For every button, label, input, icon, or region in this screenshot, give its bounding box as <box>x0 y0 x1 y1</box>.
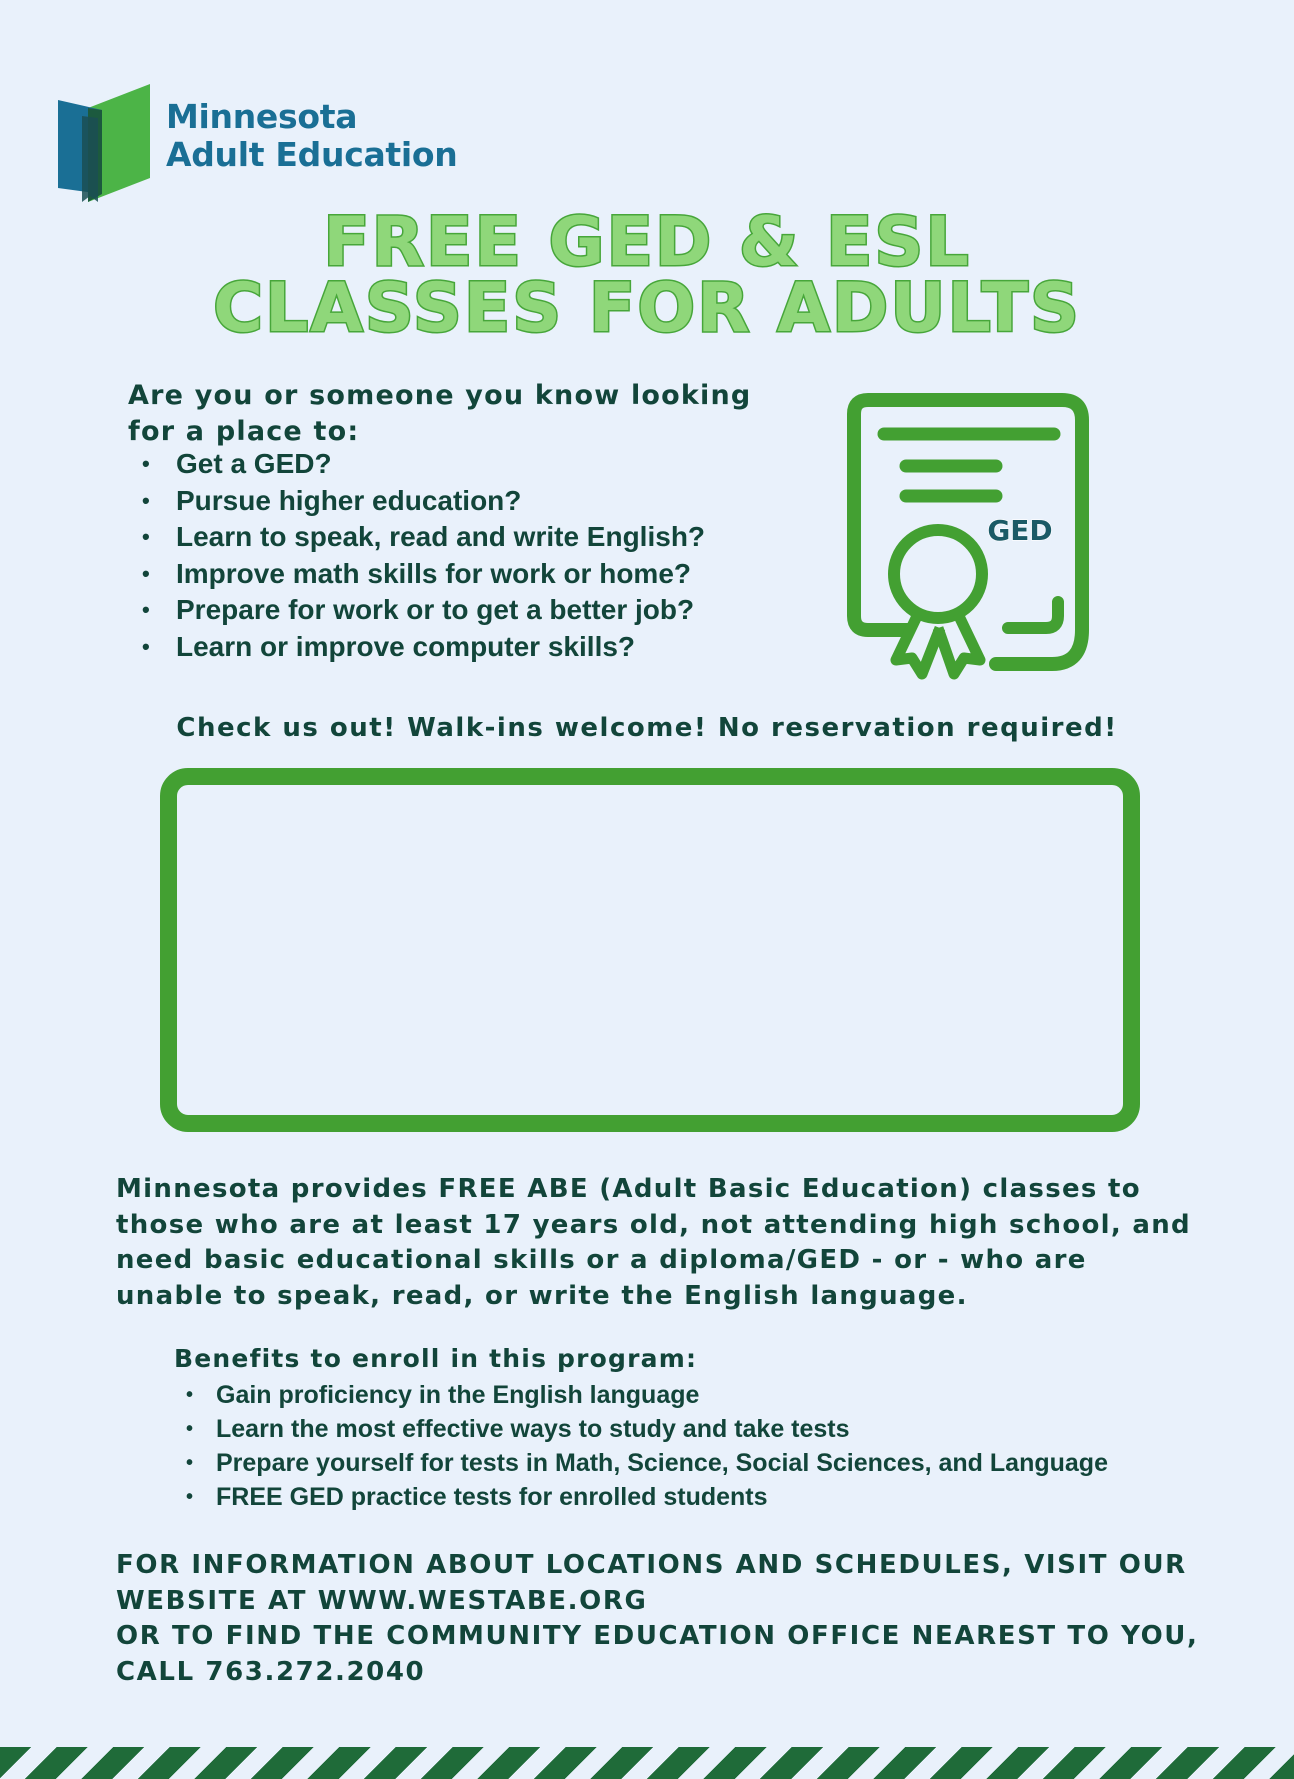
logo-line-1: Minnesota <box>166 97 358 136</box>
contact-phone-line: CALL 763.272.2040 <box>116 1656 426 1687</box>
decorative-stripe-band <box>0 1747 1294 1779</box>
list-item: • Prepare for work or to get a better job? <box>138 592 778 629</box>
headline-line-1: FREE GED & ESL <box>323 203 971 282</box>
list-item: • Learn to speak, read and write English? <box>138 519 778 556</box>
list-item: • Improve math skills for work or home? <box>138 556 778 593</box>
list-item: • Prepare yourself for tests in Math, Science, Social Sciences, and Language <box>182 1446 1242 1480</box>
list-item: • Learn the most effective ways to study and take tests <box>182 1412 1242 1446</box>
list-item: • Get a GED? <box>138 446 778 483</box>
ged-label: GED <box>987 514 1053 547</box>
minnesota-adult-education-logo-icon <box>58 80 150 202</box>
ged-certificate-icon <box>846 392 1098 682</box>
list-item: • Learn or improve computer skills? <box>138 629 778 666</box>
empty-info-box <box>160 768 1140 1132</box>
eligibility-paragraph: Minnesota provides FREE ABE (Adult Basic Education) classes to those who are at least 17 years old, not attending high school, and need basic educational skills or a diploma/GED - or - who are unable to speak, read, or write the English language. <box>116 1174 1191 1311</box>
list-item: • Gain proficiency in the English language <box>182 1378 1242 1412</box>
intro-question: Are you or someone you know looking for a place to: <box>128 380 752 447</box>
contact-website-line: WEBSITE AT WWW.WESTABE.ORG <box>116 1585 648 1616</box>
contact-line-3: OR TO FIND THE COMMUNITY EDUCATION OFFICE NEAREST TO YOU, <box>116 1621 1199 1651</box>
benefits-list <box>182 1378 1242 1514</box>
logo-wordmark <box>166 98 457 174</box>
walkins-banner: Check us out! Walk-ins welcome! No reservation required! <box>176 713 1118 743</box>
list-item: • FREE GED practice tests for enrolled students <box>182 1480 1242 1514</box>
needs-list <box>138 446 778 666</box>
contact-info <box>116 1548 1236 1690</box>
list-item: • Pursue higher education? <box>138 483 778 520</box>
headline-line-2: CLASSES FOR ADULTS <box>213 269 1081 348</box>
benefits-heading: Benefits to enroll in this program: <box>174 1344 698 1373</box>
logo-line-2: Adult Education <box>166 135 458 174</box>
contact-line-1: FOR INFORMATION ABOUT LOCATIONS AND SCHEDULES, VISIT OUR <box>116 1550 1187 1580</box>
